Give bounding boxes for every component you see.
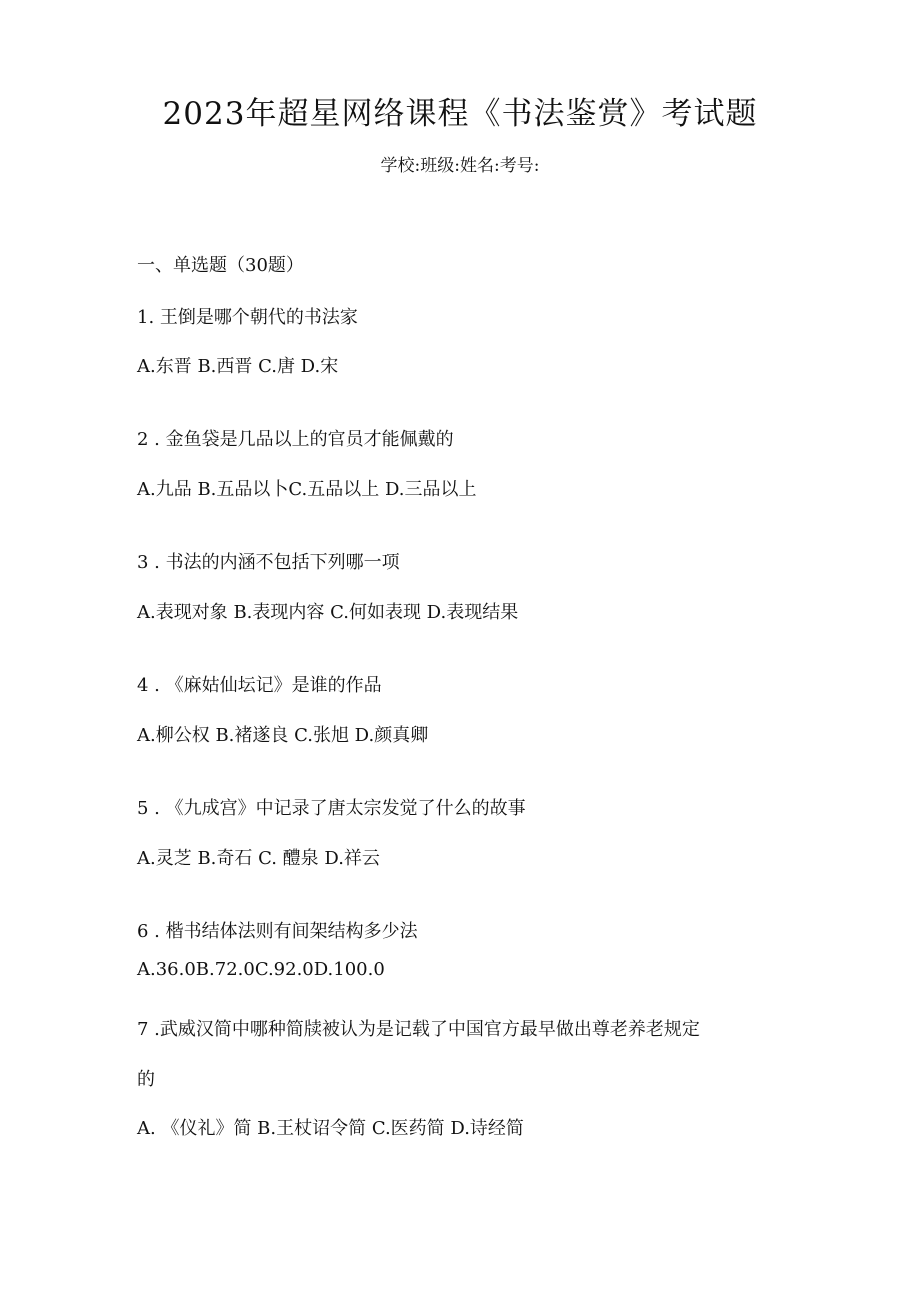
- question-4-options: A.柳公权 B.褚遂良 C.张旭 D.颜真卿: [137, 725, 429, 746]
- question-4: 4 . 《麻姑仙坛记》是谁的作品: [137, 675, 382, 696]
- question-7-line-1: 7 .武威汉简中哪种简牍被认为是记载了中国官方最早做出尊老养老规定: [137, 1019, 700, 1040]
- question-3-options: A.表现对象 B.表现内容 C.何如表现 D.表现结果: [137, 602, 519, 623]
- question-6-options: A.36.0B.72.0C.92.0D.100.0: [137, 959, 385, 980]
- question-7-line-2: 的: [137, 1069, 155, 1090]
- question-2: 2 . 金鱼袋是几品以上的官员才能佩戴的: [137, 429, 454, 450]
- page-title: 2023年超星网络课程《书法鉴赏》考试题: [162, 96, 758, 132]
- question-5-options: A.灵芝 B.奇石 C. 醴泉 D.祥云: [137, 848, 380, 869]
- section-heading: 一、单选题（30题）: [137, 255, 304, 276]
- question-1-options: A.东晋 B.西晋 C.唐 D.宋: [137, 356, 339, 377]
- question-7-options: A. 《仪礼》简 B.王杖诏令简 C.医药简 D.诗经简: [137, 1118, 524, 1139]
- question-1: 1. 王倒是哪个朝代的书法家: [137, 307, 358, 328]
- question-3: 3 . 书法的内涵不包括下列哪一项: [137, 552, 400, 573]
- question-5: 5 . 《九成宫》中记录了唐太宗发觉了什么的故事: [137, 798, 526, 819]
- question-6: 6 . 楷书结体法则有间架结构多少法: [137, 921, 418, 942]
- student-info-line: 学校:班级:姓名:考号:: [380, 156, 540, 176]
- question-2-options: A.九品 B.五品以卜C.五品以上 D.三品以上: [137, 479, 477, 500]
